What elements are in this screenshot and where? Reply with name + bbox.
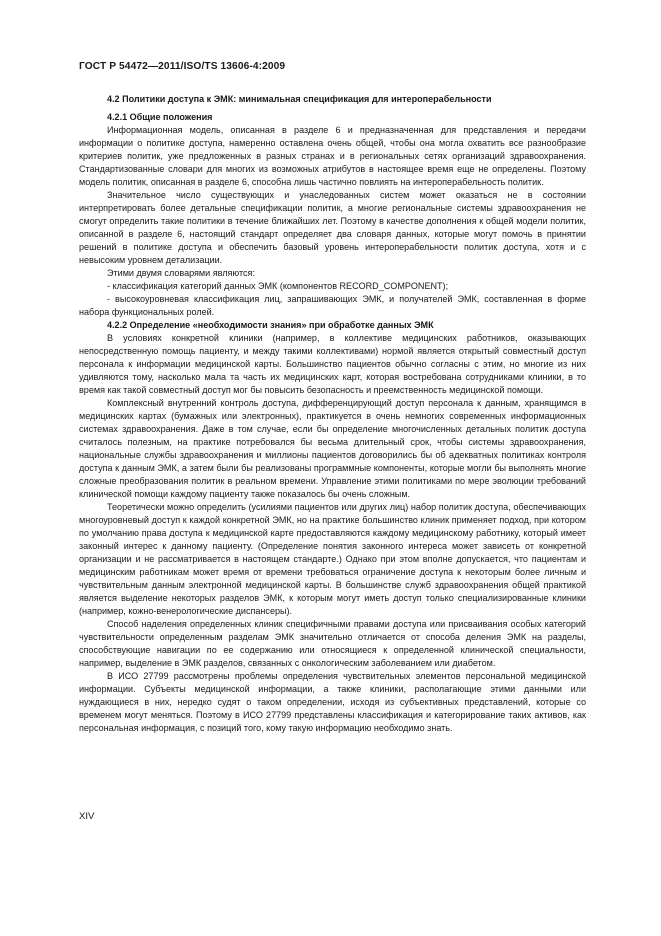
paragraph: Теоретически можно определить (усилиями пациентов или других лиц) набор политик доступа, обеспечивающих многоуровневый доступ к каждой конкретной ЭМК, но на практике большинство клиник применяет подход, при котором по умолчанию права доступа к медицинской карте предоставляются каждому медицинскому работнику, который имеет законный интерес к данному пациенту. (Определение понятия законного интереса может зависеть от конкретной организации и не рассматривается в настоящем стандарте.) Однако при этом вполне допускается, что пациентам и медицинским работникам может время от времени требоваться ограничение доступа к некоторым более личным и чувствительным данным электронной медицинской карты. В большинстве служб здравоохранения общей практикой является выделение некоторых разделов ЭМК, к которым могут иметь доступ только специализированные клиники (например, кожно-венерологические диспансеры). [79, 502, 586, 616]
paragraph: В условиях конкретной клиники (например, в коллективе медицинских работников, оказывающих непосредственную помощь пациенту, и между такими коллективами) нормой является открытый совместный доступ персонала к информации медицинской карты. Большинство пациентов обычно согласны с этим, но многие из них удивляются тому, насколько мала та часть их медицинских карт, которая востребована сотрудниками клиники, в то время как такой совместный доступ мог бы повысить безопасность и преемственность медицинской помощи. [79, 333, 586, 395]
paragraph: Этими двумя словарями являются: [107, 268, 255, 278]
section-4-2-2-heading: 4.2.2 Определение «необходимости знания» при обработке данных ЭМК [107, 320, 434, 330]
section-4-2-1-heading: 4.2.1 Общие положения [107, 112, 213, 122]
paragraph: Способ наделения определенных клиник специфичными правами доступа или присваивания особых категорий чувствительности определенным разделам ЭМК значительно отличается от способа деления ЭМК на разделы, способствующие навигации по ее содержанию или относящиеся к определенной клинической специальности, например, выделение в ЭМК разделов, связанных с онкологическим заболеванием или диабетом. [79, 619, 586, 668]
list-item: - классификация категорий данных ЭМК (компонентов RECORD_COMPONENT); [107, 281, 449, 291]
paragraph: В ИСО 27799 рассмотрены проблемы определения чувствительных элементов персональной медицинской информации. Субъекты медицинской информации, а также клиники, располагающие этими данными или нуждающиеся в них, нередко судят о таком определении, исходя из субъективных представлений, которые со временем могут меняться. Поэтому в ИСО 27799 представлены классификация и категорирование таких активов, как персональная информация, с позиций того, кому такую информацию необходимо знать. [79, 671, 586, 733]
paragraph: Значительное число существующих и унаследованных систем может оказаться не в состоянии интерпретировать более детальные спецификации политик, а многие региональные системы здравоохранения не смогут определить такие политики в течение ближайших лет. Поэтому в качестве дополнения к общей модели политик, описанной в разделе 6, настоящий стандарт определяет два словаря данных, которые могут помочь в принятии решений в политике доступа и обеспечить базовый уровень интероперабельности политик доступа, хотя и с невысоким уровнем детализации. [79, 190, 586, 265]
section-4-2-heading: 4.2 Политики доступа к ЭМК: минимальная спецификация для интероперабельности [107, 94, 492, 104]
page-number: XIV [79, 811, 95, 822]
document-body [79, 93, 586, 735]
paragraph: Информационная модель, описанная в разделе 6 и предназначенная для представления и передачи информации о политике доступа, намеренно оставлена очень общей, чтобы она могла охватить все разнообразие критериев политик, уже предложенных в разных странах и в региональных сетях организаций здравоохранения. Стандартизованные словари для многих из возможных атрибутов в настоящее время еще не определены. Поэтому модель политик, описанная в разделе 6, способна лишь частично повлиять на интероперабельность политик. [79, 125, 586, 187]
paragraph: Комплексный внутренний контроль доступа, дифференцирующий доступ персонала к данным, хранящимся в медицинских картах (бумажных или электронных), практикуется в очень немногих современных информационных системах здравоохранения. Даже в том случае, если бы определение многочисленных детальных политик доступа считалось полезным, на практике потребовался бы весьма длительный срок, чтобы системы здравоохранения, национальные службы здравоохранения и миллионы пациентов договорились бы об адекватных политиках контроля доступа к данным ЭМК, а затем были бы реализованы программные компоненты, которые могли бы выполнять многие сложные преобразования политик в реальном времени. Управление этими политиками по мере эволюции требований клинической помощи каждому пациенту также показалось бы очень сложным. [79, 398, 586, 499]
document-header: ГОСТ Р 54472—2011/ISO/TS 13606-4:2009 [79, 61, 286, 72]
list-item: - высокоуровневая классификация лиц, запрашивающих ЭМК, и получателей ЭМК, составленная в форме набора функциональных ролей. [79, 294, 586, 317]
